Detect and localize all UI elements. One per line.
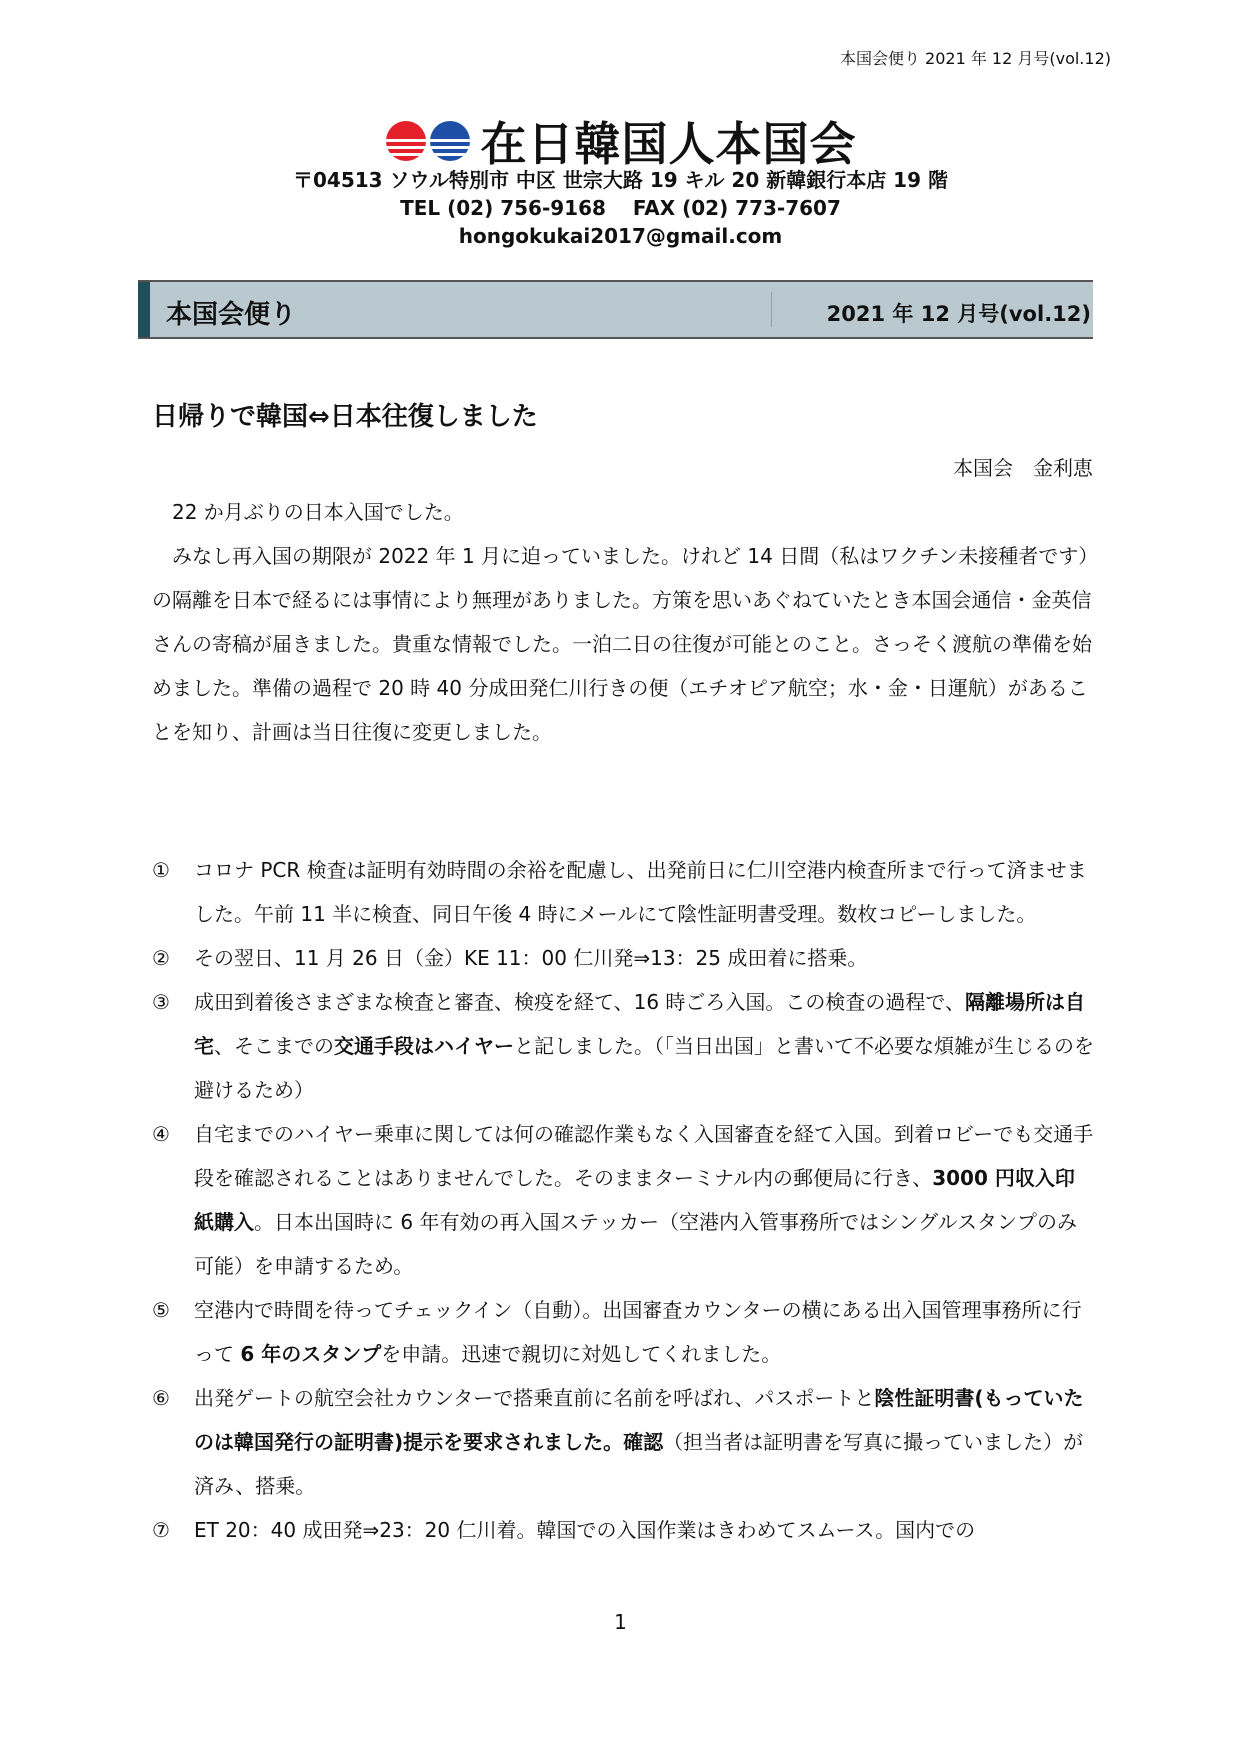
item-emphasis: 3000 円収入印紙購入 — [194, 1166, 1075, 1234]
item-emphasis: 交通手段はハイヤー — [334, 1034, 514, 1058]
item-text: 、そこまでの — [214, 1034, 334, 1058]
steps-list — [152, 848, 1094, 1552]
item-number: ⑤ — [152, 1298, 170, 1322]
section-banner — [138, 280, 1093, 339]
item-text: その翌日、11 月 26 日（金）KE 11：00 仁川発⇒13：25 成田着に搭乗。 — [194, 946, 868, 970]
item-text: 空港内で時間を待ってチェックイン（自動）。出国審査カウンターの横にある出入国管理事務所に行って — [194, 1298, 1082, 1366]
paragraph-background: みなし再入国の期限が 2022 年 1 月に迫っていました。けれど 14 日間（私はワクチン未接種者です）の隔離を日本で経るには事情により無理がありました。方策を思いあぐねていたとき本国会通信・金英信さんの寄稿が届きました。貴重な情報でした。一泊二日の往復が可能とのこと。さっそく渡航の準備を始めました。準備の過程で 20 時 40 分成田発仁川行きの便（エチオピア航空；水・金・日運航）があることを知り、計画は当日往復に変更しました。 — [152, 544, 1092, 744]
list-item — [152, 1376, 1094, 1508]
list-item — [152, 848, 1094, 936]
email: hongokukai2017@gmail.com — [458, 224, 783, 248]
banner-accent-bar — [138, 282, 150, 337]
item-number: ④ — [152, 1122, 170, 1146]
list-item — [152, 936, 1094, 980]
item-text: （担当者は証明書を写真に撮っていました）が済み、搭乗。 — [194, 1430, 1084, 1498]
org-logo — [385, 119, 473, 163]
item-text: 出発ゲートの航空会社カウンターで搭乗直前に名前を呼ばれ、パスポートと — [194, 1386, 875, 1410]
contact-block — [0, 166, 1241, 250]
list-item — [152, 980, 1094, 1112]
item-text: コロナ PCR 検査は証明有効時間の余裕を配慮し、出発前日に仁川空港内検査所まで行って済ませました。午前 11 半に検査、同日午後 4 時にメールにて陰性証明書受理。数枚コピーしました。 — [194, 858, 1087, 926]
item-emphasis: 6 年のスタンプ — [240, 1342, 382, 1366]
item-number: ③ — [152, 990, 170, 1014]
item-text: ET 20：40 成田発⇒23：20 仁川着。韓国での入国作業はきわめてスムース。国内での — [194, 1518, 976, 1542]
item-text: と記しました。（「当日出国」と書いて不必要な煩雑が生じるのを避けるため） — [194, 1034, 1094, 1102]
item-emphasis: 隔離場所は自宅 — [194, 990, 1086, 1058]
page-number: 1 — [614, 1610, 627, 1634]
tel-fax: TEL (02) 756-9168 FAX (02) 773-7607 — [400, 196, 841, 220]
item-number: ⑦ — [152, 1518, 170, 1542]
banner-title: 本国会便り — [166, 300, 297, 330]
list-item — [152, 1288, 1094, 1376]
list-item — [152, 1508, 1094, 1552]
masthead — [0, 108, 1241, 174]
article-author: 本国会 金利恵 — [953, 456, 1093, 480]
item-text: 成田到着後さまざまな検査と審査、検疫を経て、16 時ごろ入国。この検査の過程で、 — [194, 990, 966, 1014]
banner-divider — [771, 292, 772, 327]
paragraph-intro: 22 か月ぶりの日本入国でした。 — [172, 500, 464, 524]
header-issue-label: 本国会便り 2021 年 12 月号(vol.12) — [839, 49, 1111, 68]
item-emphasis: 陰性証明書(もっていたのは韓国発行の証明書)提示を要求されました。確認 — [194, 1386, 1084, 1454]
item-number: ① — [152, 858, 170, 882]
org-name: 在日韓国人本国会 — [480, 117, 857, 171]
item-text: 。日本出国時に 6 年有効の再入国ステッカー（空港内入管事務所ではシングルスタンプのみ可能）を申請するため。 — [194, 1210, 1077, 1278]
item-number: ⑥ — [152, 1386, 170, 1410]
address: 〒04513 ソウル特別市 中区 世宗大路 19 キル 20 新韓銀行本店 19 階 — [293, 168, 948, 192]
banner-issue: 2021 年 12 月号(vol.12) — [826, 302, 1091, 326]
article-title: 日帰りで韓国⇔日本往復しました — [152, 402, 538, 432]
list-item — [152, 1112, 1094, 1288]
item-text: を申請。迅速で親切に対処してくれました。 — [381, 1342, 782, 1366]
item-text: 自宅までのハイヤー乗車に関しては何の確認作業もなく入国審査を経て入国。到着ロビーでも交通手段を確認されることはありませんでした。そのままターミナル内の郵便局に行き、 — [194, 1122, 1094, 1190]
org-logo-icon — [385, 119, 473, 163]
item-number: ② — [152, 946, 170, 970]
